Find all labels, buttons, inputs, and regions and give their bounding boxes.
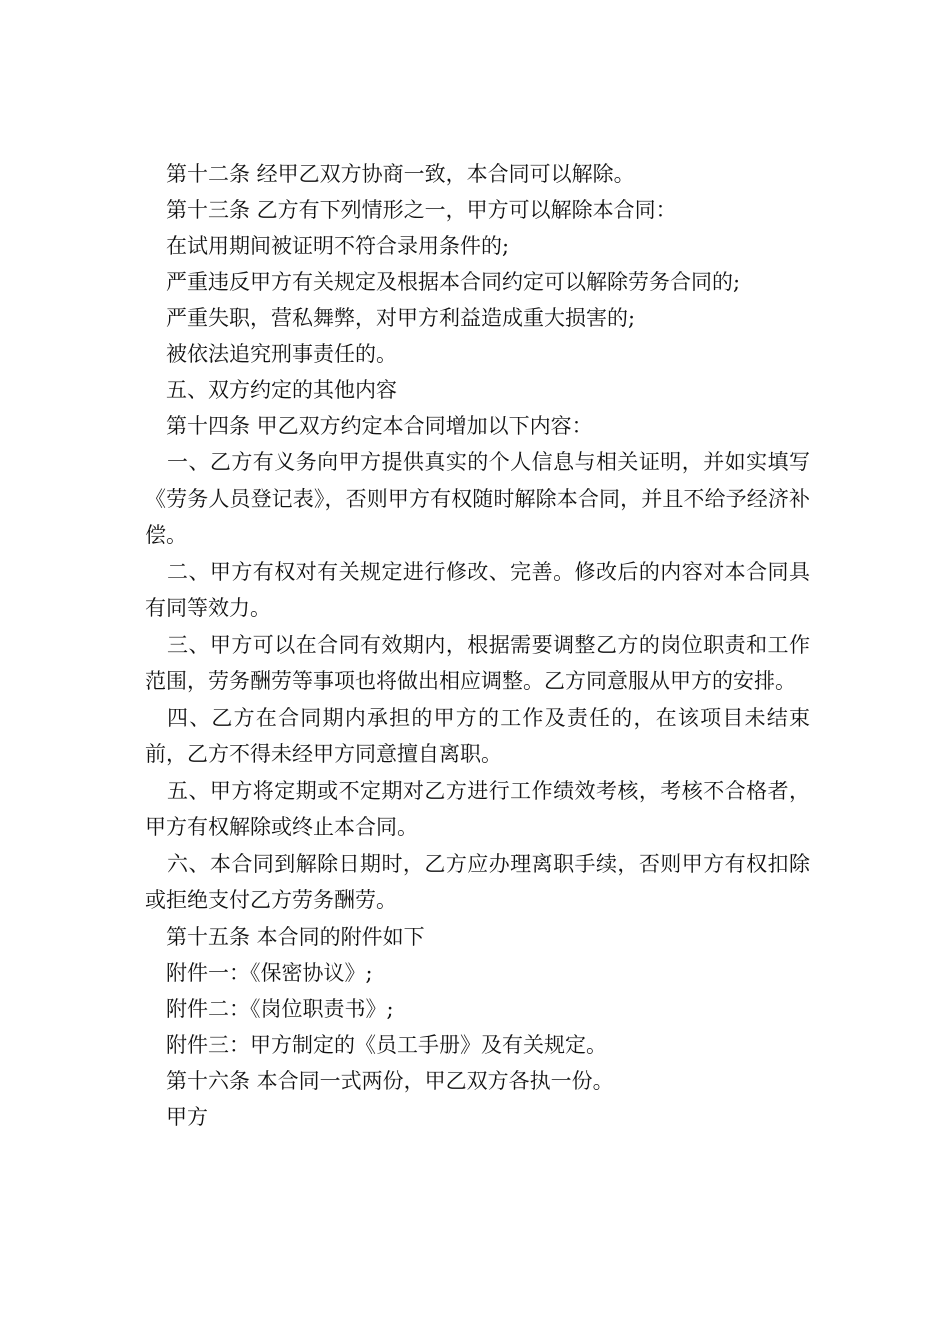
- article-16: 第十六条 本合同一式两份，甲乙双方各执一份。: [166, 1068, 614, 1093]
- article-14-clause-4: 四、乙方在合同期内承担的甲方的工作及责任的，在该项目未结束前，乙方不得未经甲方同意擅自离职。: [145, 705, 810, 766]
- article-14-clause-3: 三、甲方可以在合同有效期内，根据需要调整乙方的岗位职责和工作范围，劳务酬劳等事项也将做出相应调整。乙方同意服从甲方的安排。: [145, 632, 810, 693]
- article-14-clause-6: 六、本合同到解除日期时，乙方应办理离职手续，否则甲方有权扣除或拒绝支付乙方劳务酬劳。: [145, 851, 810, 912]
- party-a-label: 甲方: [166, 1104, 208, 1129]
- attachment-3: 附件三：甲方制定的《员工手册》及有关规定。: [166, 1032, 607, 1057]
- article-13-item-1: 在试用期间被证明不符合录用条件的;: [166, 234, 510, 258]
- attachment-2: 附件二：《岗位职责书》;: [166, 996, 394, 1021]
- article-13-item-3: 严重失职，营私舞弊，对甲方利益造成重大损害的;: [166, 306, 636, 330]
- article-14: 第十四条 甲乙双方约定本合同增加以下内容：: [166, 414, 593, 438]
- article-13-item-2: 严重违反甲方有关规定及根据本合同约定可以解除劳务合同的;: [166, 270, 741, 294]
- article-14-clause-5: 五、甲方将定期或不定期对乙方进行工作绩效考核，考核不合格者，甲方有权解除或终止本合同。: [145, 778, 810, 839]
- section-5-heading: 五、双方约定的其他内容: [166, 378, 397, 402]
- article-12: 第十二条 经甲乙双方协商一致，本合同可以解除。: [166, 162, 635, 186]
- article-15: 第十五条 本合同的附件如下: [166, 924, 425, 949]
- attachment-1: 附件一：《保密协议》;: [166, 960, 373, 985]
- article-13-item-4: 被依法追究刑事责任的。: [166, 342, 397, 366]
- document-body: [145, 156, 810, 1135]
- article-14-clause-1: 一、乙方有义务向甲方提供真实的个人信息与相关证明，并如实填写《劳务人员登记表》，否则甲方有权随时解除本合同，并且不给予经济补偿。: [145, 450, 810, 547]
- article-14-clause-2: 二、甲方有权对有关规定进行修改、完善。修改后的内容对本合同具有同等效力。: [145, 559, 810, 620]
- article-13: 第十三条 乙方有下列情形之一，甲方可以解除本合同：: [166, 198, 677, 222]
